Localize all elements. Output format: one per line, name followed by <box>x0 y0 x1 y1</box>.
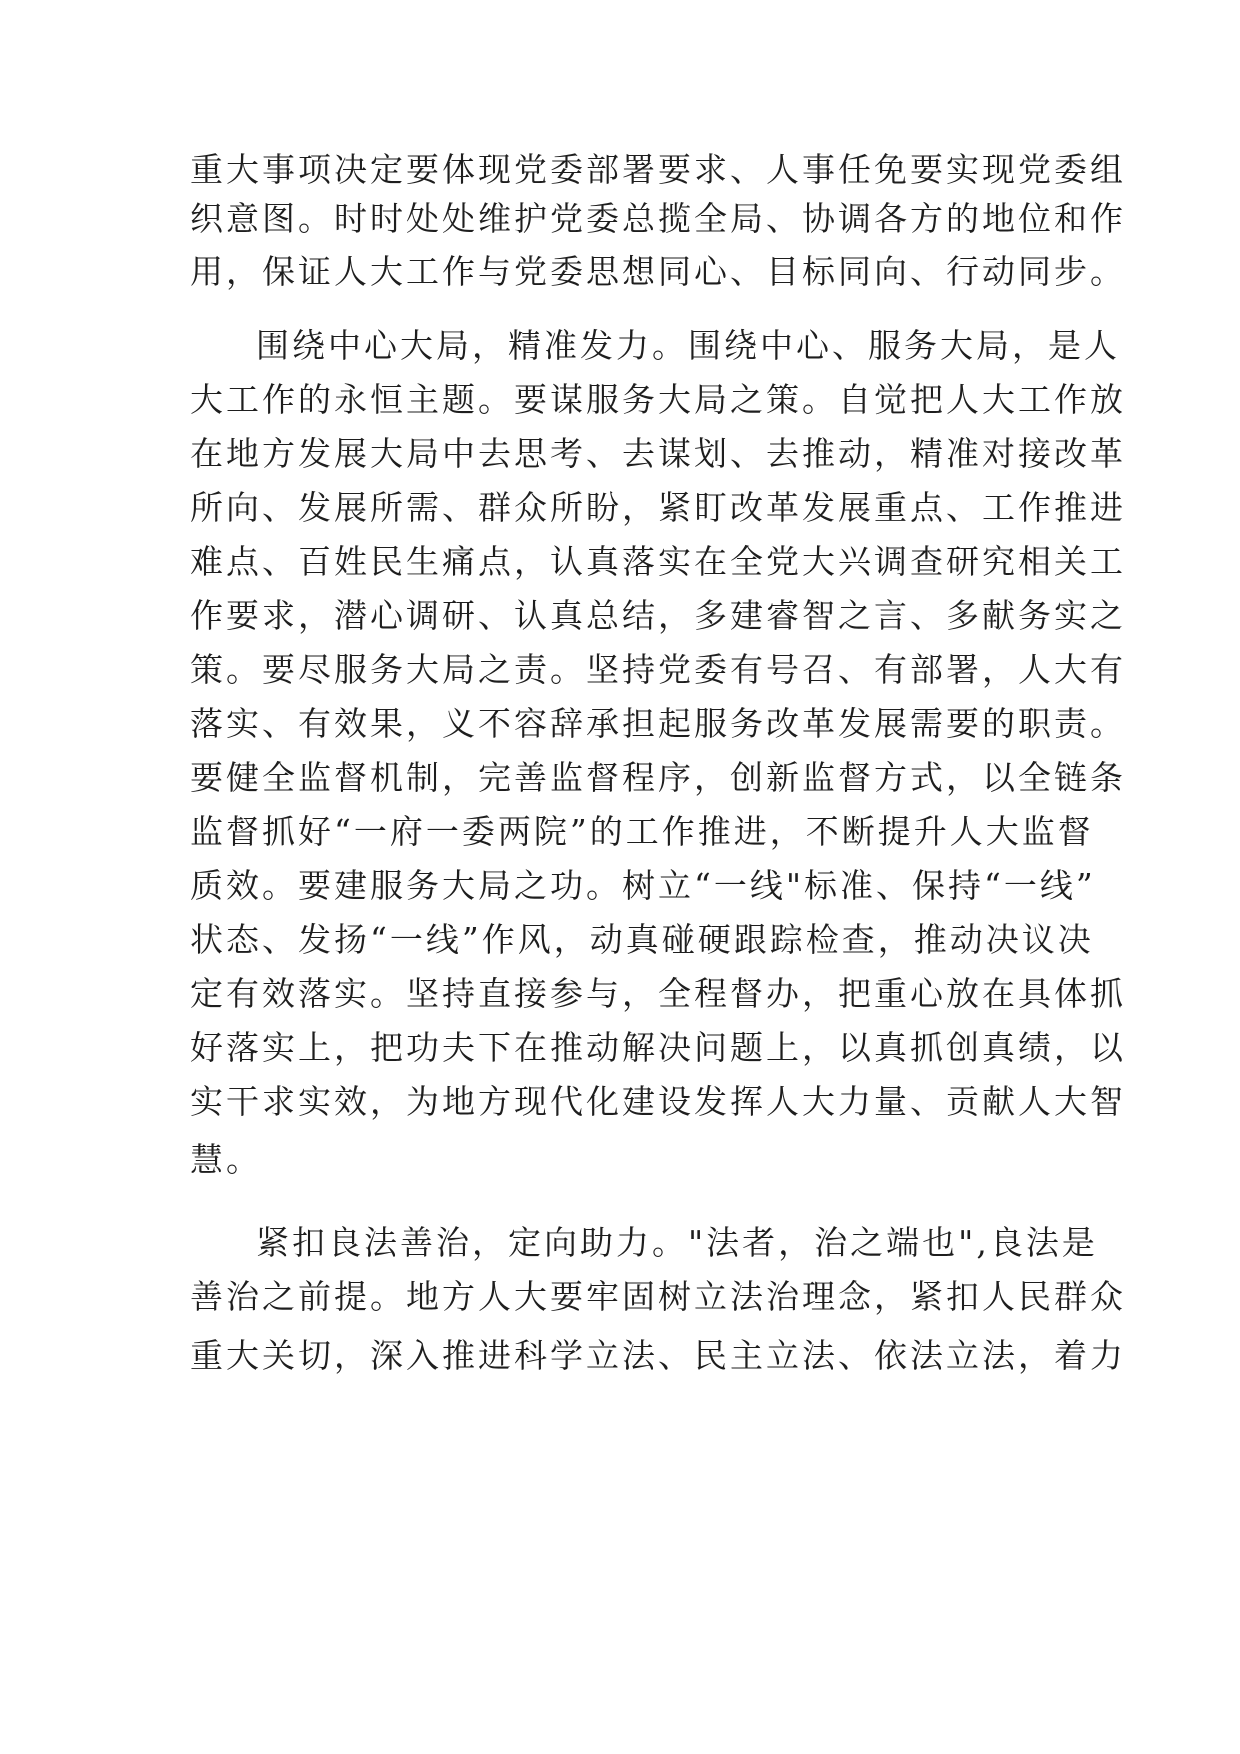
text-line: 难点、百姓民生痛点，认真落实在全党大兴调查研究相关工 <box>190 542 1126 581</box>
text-line: 策。要尽服务大局之责。坚持党委有号召、有部署，人大有 <box>190 650 1126 689</box>
text-line: 定有效落实。坚持直接参与，全程督办，把重心放在具体抓 <box>190 974 1126 1013</box>
text-line: 慧。 <box>190 1140 262 1179</box>
text-line: 质效。要建服务大局之功。树立“一线"标准、保持“一线” <box>190 866 1096 905</box>
text-line: 好落实上，把功夫下在推动解决问题上，以真抓创真绩，以 <box>190 1028 1126 1067</box>
text-line: 状态、发扬“一线”作风，动真碰硬跟踪检查，推动决议决 <box>190 920 1094 959</box>
text-line: 重大关切，深入推进科学立法、民主立法、依法立法，着力 <box>190 1336 1126 1375</box>
text-line: 用，保证人大工作与党委思想同心、目标同向、行动同步。 <box>190 252 1126 291</box>
text-line: 织意图。时时处处维护党委总揽全局、协调各方的地位和作 <box>190 199 1126 238</box>
text-line: 实干求实效，为地方现代化建设发挥人大力量、贡献人大智 <box>190 1082 1126 1121</box>
text-line: 作要求，潜心调研、认真总结，多建睿智之言、多献务实之 <box>190 596 1126 635</box>
text-line: 监督抓好“一府一委两院”的工作推进，不断提升人大监督 <box>190 812 1094 851</box>
text-line: 大工作的永恒主题。要谋服务大局之策。自觉把人大工作放 <box>190 380 1126 419</box>
paragraph-start-line: 围绕中心大局，精准发力。围绕中心、服务大局，是人 <box>256 326 1120 365</box>
text-line: 在地方发展大局中去思考、去谋划、去推动，精准对接改革 <box>190 434 1126 473</box>
text-line: 要健全监督机制，完善监督程序，创新监督方式，以全链条 <box>190 758 1126 797</box>
text-line: 重大事项决定要体现党委部署要求、人事任免要实现党委组 <box>190 150 1126 189</box>
text-line: 所向、发展所需、群众所盼，紧盯改革发展重点、工作推进 <box>190 488 1126 527</box>
paragraph-start-line: 紧扣良法善治，定向助力。"法者，治之端也",良法是 <box>256 1223 1098 1262</box>
text-line: 落实、有效果，义不容辞承担起服务改革发展需要的职责。 <box>190 704 1126 743</box>
text-line: 善治之前提。地方人大要牢固树立法治理念，紧扣人民群众 <box>190 1277 1126 1316</box>
